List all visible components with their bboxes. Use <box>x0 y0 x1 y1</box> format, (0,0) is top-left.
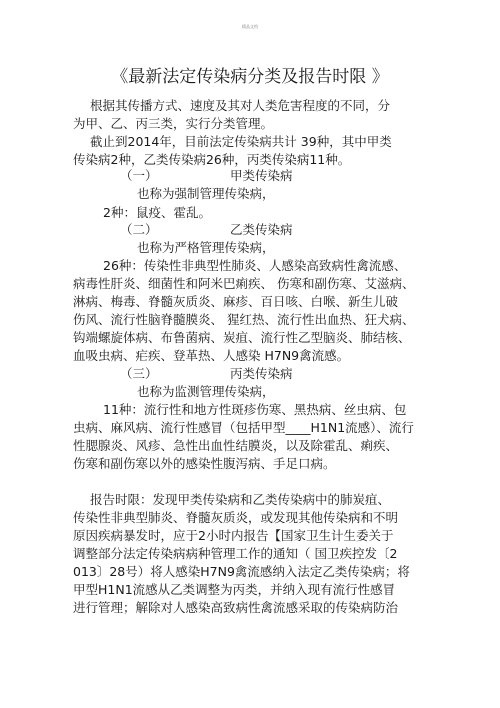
page-title: 《最新法定传染病分类及报告时限 》 <box>111 67 389 87</box>
report-line: 报告时限：发现甲类传染病和乙类传染病中的肺炭疽、 <box>90 492 391 507</box>
class-b-list-line: 血吸虫病、疟疾、登革热、人感染 H7N9禽流感。 <box>73 348 350 363</box>
class-a-list: 2种：鼠疫、霍乱。 <box>103 205 211 220</box>
report-line: 进行管理；解除对人感染高致病性禽流感采取的传染病防治 <box>73 600 399 615</box>
class-c-list-line: 性腮腺炎、风疹、急性出血性结膜炎，以及除霍乱、痢疾、 <box>73 438 399 453</box>
header-mark: 精品文档 <box>242 24 258 29</box>
class-a-number: （一） <box>120 168 158 183</box>
intro-line: 根据其传播方式、速度及其对人类危害程度的不同，分 <box>90 98 391 113</box>
report-line: 传染性非典型肺炎、脊髓灰质炎，或发现其他传染病和不明 <box>73 510 399 525</box>
class-b-number: （二） <box>120 222 158 237</box>
class-c-alias: 也称为监测管理传染病， <box>137 384 275 399</box>
report-line: 甲型H1N1流感从乙类调整为丙类，并纳入现有流行性感冒 <box>73 582 396 597</box>
class-b-list-line: 26种：传染性非典型性肺炎、人感染高致病性禽流感、 <box>103 258 407 273</box>
class-c-heading: 丙类传染病 <box>230 366 293 381</box>
intro-line: 截止到2014年，目前法定传染病共计 39种，其中甲类 <box>90 134 392 149</box>
class-a-heading: 甲类传染病 <box>230 168 293 183</box>
class-b-alias: 也称为严格管理传染病， <box>137 240 275 255</box>
class-b-list-line: 伤风、流行性脑脊髓膜炎、 猩红热、流行性出血热、狂犬病、 <box>73 312 415 327</box>
class-c-list-line: 11种：流行性和地方性斑疹伤寒、黑热病、丝虫病、包 <box>103 402 407 417</box>
class-b-list-line: 钩端螺旋体病、布鲁菌病、炭疽、流行性乙型脑炎、肺结核、 <box>73 330 411 345</box>
class-b-list-line: 病毒性肝炎、细菌性和阿米巴痢疾、 伤寒和副伤寒、艾滋病、 <box>73 276 415 291</box>
class-b-list-line: 淋病、梅毒、脊髓灰质炎、麻疹、百日咳、白喉、新生儿破 <box>73 294 399 309</box>
intro-line: 为甲、乙、丙三类，实行分类管理。 <box>73 116 274 131</box>
class-b-heading: 乙类传染病 <box>230 222 293 237</box>
class-c-list-line: 虫病、麻风病、流行性感冒（包括甲型____H1N1流感）、流行 <box>73 420 414 435</box>
report-line: 原因疾病暴发时，应于2小时内报告【国家卫生计生委关于 <box>73 528 394 543</box>
intro-line: 传染病2种，乙类传染病26种，丙类传染病11种。 <box>73 152 351 167</box>
class-a-alias: 也称为强制管理传染病， <box>137 186 275 201</box>
report-line: 013〕28号）将人感染H7N9禽流感纳入法定乙类传染病；将 <box>73 564 410 579</box>
report-line: 调整部分法定传染病病种管理工作的通知（ 国卫疾控发〔2 <box>73 546 398 561</box>
class-c-list-line: 伤寒和副伤寒以外的感染性腹泻病、手足口病。 <box>73 456 336 471</box>
class-c-number: （三） <box>120 366 158 381</box>
